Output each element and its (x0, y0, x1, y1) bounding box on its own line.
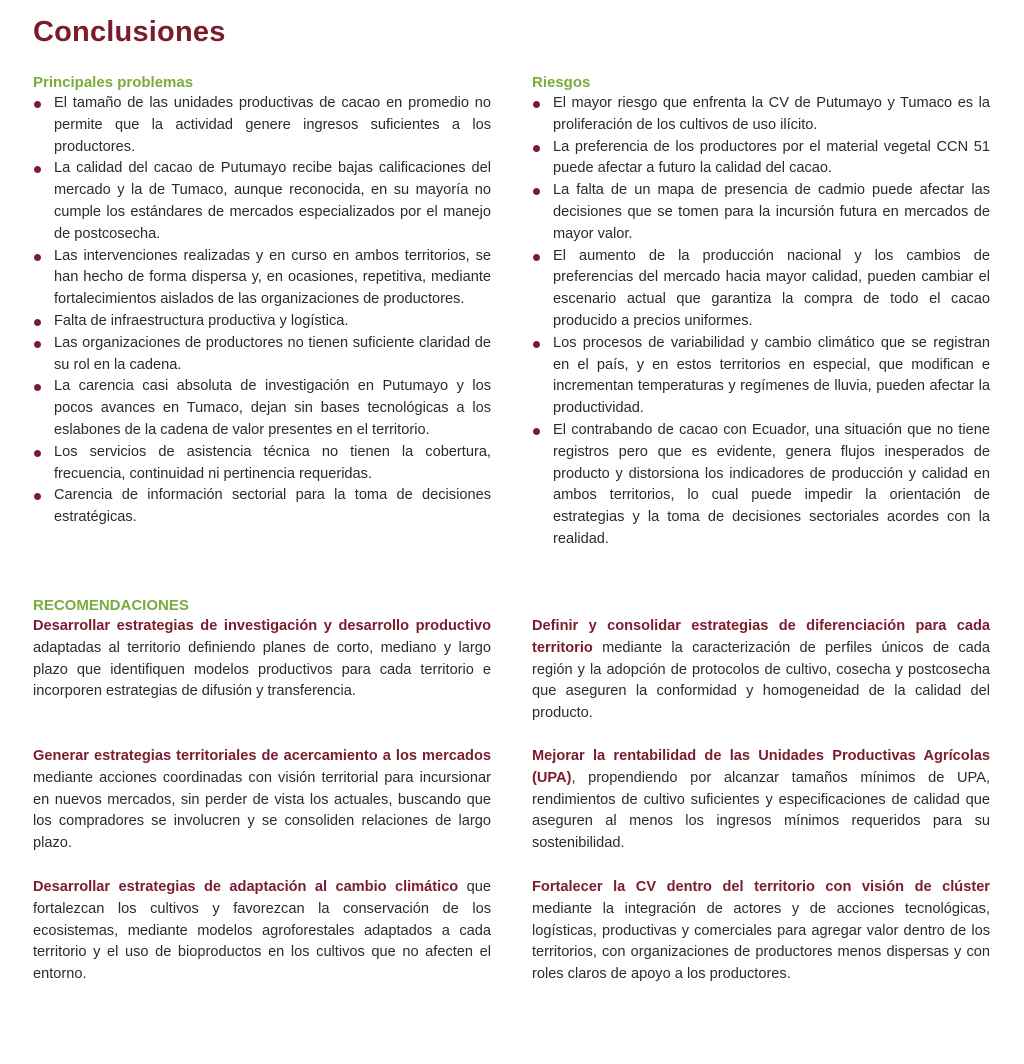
list-item (33, 442, 491, 486)
risk-text: El mayor riesgo que enfrenta la CV de Putumayo y Tumaco es la proliferación de los cultivos de uso ilícito. (553, 95, 990, 133)
list-item (33, 311, 491, 333)
risks-section (532, 72, 990, 551)
bullet-icon (34, 493, 41, 500)
list-item (33, 93, 491, 158)
recommendation-text: adaptadas al territorio definiendo planes de corto, mediano y largo plazo que identifiquen modelos productivos para cada territorio e incorporen estrategias de difusión y transferencia. (33, 639, 491, 700)
recommendation-paragraph (532, 746, 990, 855)
risk-text: La preferencia de los productores por el material vegetal CCN 51 puede afectar a futuro la calidad del cacao. (553, 138, 990, 177)
recommendation-paragraph (33, 616, 491, 703)
recommendation-text: mediante acciones coordinadas con visión territorial para incursionar en nuevos mercados, sin perder de vista los actuales, buscando que los compradores se involucren y se consoliden relaciones de largo plazo. (33, 769, 491, 852)
problem-text: Las organizaciones de productores no tienen suficiente claridad de su rol en la cadena. (54, 334, 491, 373)
problem-text: Carencia de información sectorial para la toma de decisiones estratégicas. (54, 487, 491, 526)
list-item (33, 246, 491, 311)
risk-text: El aumento de la producción nacional y los cambios de preferencias del mercado hacia mayor calidad, pueden cambiar el escenario actual que garantiza la compra de todo el cacao producido a precios uniformes. (553, 247, 990, 329)
recommendation-text: mediante la integración de actores y de acciones tecnológicas, logísticas, productivas y comerciales para agregar valor dentro de los territorios, con organizaciones de productores menos dispersas y con roles claros de apoyo a los productores. (532, 900, 990, 983)
recommendation-paragraph (33, 877, 491, 986)
recommendation-lead: Desarrollar estrategias de adaptación al cambio climático (33, 879, 459, 895)
problem-text: El tamaño de las unidades productivas de cacao en promedio no permite que la actividad genere ingresos suficientes a los productores. (54, 95, 491, 155)
problem-text: Falta de infraestructura productiva y logística. (54, 312, 349, 329)
bullet-icon (533, 101, 540, 108)
risk-text: Los procesos de variabilidad y cambio climático que se registran en el país, y en estos territorios en especial, que modifican e incrementan temperaturas y regímenes de lluvia, pueden afectar la productividad. (553, 334, 990, 417)
bullet-icon (533, 188, 540, 195)
problem-text: La carencia casi absoluta de investigación en Putumayo y los pocos avances en Tumaco, dejan sin bases tecnológicas a los eslabones de la cadena de valor presentes en el territorio. (54, 378, 491, 438)
problems-list (33, 93, 491, 529)
list-item (532, 93, 990, 137)
recommendation-lead: Fortalecer la CV dentro del territorio con visión de clúster (532, 879, 990, 895)
problem-text: La calidad del cacao de Putumayo recibe bajas calificaciones del mercado y la de Tumaco, aunque reconocida, en su mayoría no cumple los estándares de mercados especializados por el manejo de postcosecha. (54, 160, 491, 242)
bullet-icon (34, 101, 41, 108)
page-title: Conclusiones (33, 16, 226, 48)
bullet-icon (34, 450, 41, 457)
bullet-icon (34, 384, 41, 391)
risk-text: El contrabando de cacao con Ecuador, una situación que no tiene registros pero que es evidente, genera flujos inesperados de producto y distorsiona los indicadores de producción y calidad en ambos territorios, lo cual puede impedir la orientación de estrategias y la toma de decisiones sectoriales acordes con la realidad. (553, 421, 990, 547)
recommendation-lead: Mejorar la rentabilidad de las Unidades Productivas Agrícolas (UPA) (532, 748, 990, 786)
recommendation-paragraph (532, 877, 990, 986)
recommendation-lead: Generar estrategias territoriales de acercamiento a los mercados (33, 748, 491, 764)
risks-list (532, 93, 990, 551)
recommendation-lead: Desarrollar estrategias de investigación y desarrollo productivo (33, 618, 491, 634)
list-item (532, 333, 990, 420)
list-item (532, 246, 990, 333)
recommendation-paragraph (33, 746, 491, 855)
recommendation-text: mediante la caracterización de perfiles únicos de cada región y la adopción de protocolos de cultivo, cosecha y postcosecha que aseguren la conformidad y homogeneidad de la calidad del producto. (532, 639, 990, 722)
recommendation-text: , propendiendo por alcanzar tamaños mínimos de UPA, rendimientos de cultivo suficientes y especificaciones de calidad que aseguren al menos los ingresos mínimos requeridos para su sostenibilidad. (532, 769, 990, 852)
bullet-icon (533, 145, 540, 152)
bullet-icon (34, 341, 41, 348)
bullet-icon (34, 319, 41, 326)
problem-text: Las intervenciones realizadas y en curso en ambos territorios, se han hecho de forma dispersa y, en ocasiones, repetitiva, mediante fortalecimientos aislados de las organizaciones de productores. (54, 247, 491, 308)
recommendation-paragraph (532, 616, 990, 725)
risks-heading: Riesgos (532, 74, 591, 91)
list-item (33, 485, 491, 529)
list-item (532, 137, 990, 181)
list-item (532, 420, 990, 551)
recommendation-lead: Definir y consolidar estrategias de diferenciación para cada territorio (532, 618, 990, 656)
problem-text: Los servicios de asistencia técnica no tienen la cobertura, frecuencia, continuidad ni pertinencia requeridas. (54, 443, 491, 482)
list-item (33, 333, 491, 377)
bullet-icon (34, 254, 41, 261)
risk-text: La falta de un mapa de presencia de cadmio puede afectar las decisiones que se tomen para la incursión futura en mercados de mayor valor. (553, 182, 990, 242)
bullet-icon (34, 166, 41, 173)
recommendations-heading: RECOMENDACIONES (33, 597, 189, 614)
bullet-icon (533, 341, 540, 348)
list-item (33, 158, 491, 245)
list-item (532, 180, 990, 245)
list-item (33, 376, 491, 441)
bullet-icon (533, 428, 540, 435)
bullet-icon (533, 254, 540, 261)
problems-section (33, 72, 491, 529)
recommendation-text: que fortalezcan los cultivos y favorezcan la conservación de los ecosistemas, mediante modelos agroforestales adaptados a cada territorio y el uso de bioproductos en los cultivos que no afecten el entorno. (33, 879, 491, 983)
problems-heading: Principales problemas (33, 74, 194, 91)
